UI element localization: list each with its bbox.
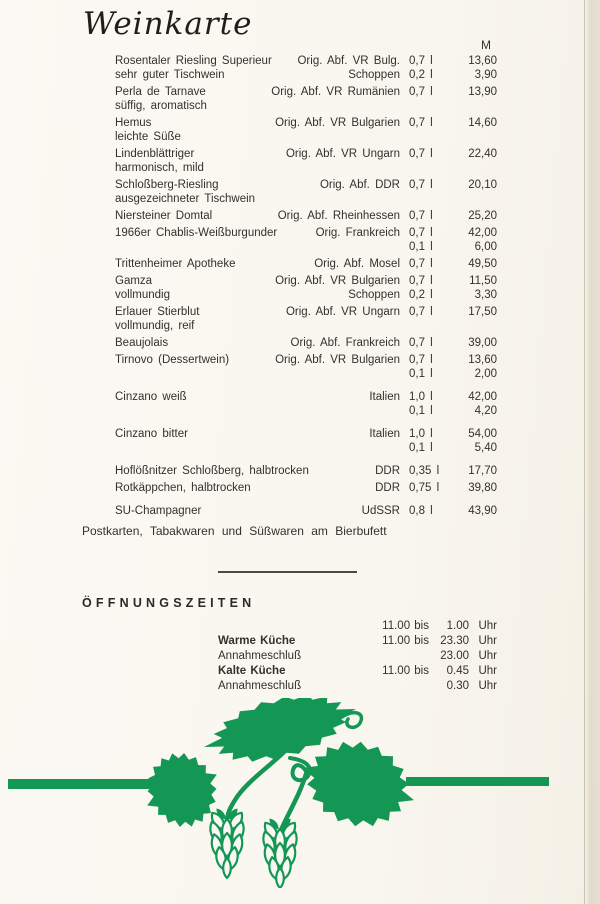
wine-volume: 0,7 l <box>409 354 433 366</box>
wine-name: Schloßberg-Riesling <box>115 179 219 191</box>
wine-row <box>115 240 497 254</box>
wine-row <box>115 288 497 302</box>
wine-origin: Orig. Abf. VR Ungarn <box>285 148 400 160</box>
wine-volume: 0,7 l <box>409 86 433 98</box>
wine-row <box>115 99 497 113</box>
hours-end-time: 23.00 <box>440 650 469 662</box>
wine-volume: 0,1 l <box>409 241 433 253</box>
wine-entry <box>115 305 497 333</box>
hop-branch-illustration <box>140 698 430 888</box>
wine-origin: Orig. Abf. VR Bulgarien <box>275 275 400 287</box>
wine-row <box>115 305 497 319</box>
opening-hours-table <box>218 619 497 694</box>
hours-start-time: 11.00 bis <box>382 665 429 677</box>
wine-row-main <box>115 336 400 350</box>
wine-volume: 1,0 l <box>409 428 433 440</box>
wine-row-main <box>115 481 400 495</box>
hours-label: Annahmeschluß <box>218 680 302 692</box>
hours-end-time: 1.00 <box>446 620 469 632</box>
wine-row-main <box>115 147 400 161</box>
wine-name: Gamza <box>115 275 153 287</box>
wine-row-main <box>115 85 400 99</box>
wine-entry <box>115 178 497 206</box>
wine-price: 6,00 <box>474 241 497 253</box>
wine-row-main <box>115 390 400 404</box>
hours-row <box>218 634 497 649</box>
wine-origin: Schoppen <box>348 289 400 301</box>
wine-name: Cinzano weiß <box>115 391 187 403</box>
wine-row-main <box>115 68 400 82</box>
wine-price: 3,90 <box>474 69 497 81</box>
wine-row <box>115 147 497 161</box>
wine-entry <box>115 54 497 82</box>
wine-entry <box>115 427 497 455</box>
wine-price: 39,80 <box>468 482 497 494</box>
wine-price: 49,50 <box>468 258 497 270</box>
wine-volume: 0,1 l <box>409 368 433 380</box>
wine-row <box>115 441 497 455</box>
wine-row-main <box>115 99 400 113</box>
hours-start-time <box>367 649 429 664</box>
wine-price: 22,40 <box>468 148 497 160</box>
wine-origin: Orig. Abf. VR Bulgarien <box>275 117 400 129</box>
wine-price: 20,10 <box>468 179 497 191</box>
wine-row-main <box>115 274 400 288</box>
wine-entry <box>115 85 497 113</box>
wine-origin: Orig. Abf. VR Bulgarien <box>275 354 400 366</box>
hours-row <box>218 679 497 694</box>
wine-name: süffig, aromatisch <box>115 100 207 112</box>
wine-origin: Italien <box>369 391 400 403</box>
wine-row <box>115 54 497 68</box>
wine-name: ausgezeichneter Tischwein <box>115 193 256 205</box>
wine-name: Trittenheimer Apotheke <box>115 258 236 270</box>
wine-row <box>115 226 497 240</box>
wine-name: Niersteiner Domtal <box>115 210 213 222</box>
wine-origin: Orig. Abf. VR Ungarn <box>285 306 400 318</box>
wine-price: 42,00 <box>468 391 497 403</box>
wine-volume: 0,7 l <box>409 55 433 67</box>
hours-end-time: 0.30 <box>446 680 469 692</box>
wine-row-main <box>115 353 400 367</box>
hours-unit: Uhr <box>478 620 497 632</box>
wine-entry <box>115 464 497 478</box>
wine-row-main <box>115 116 400 130</box>
wine-price: 4,20 <box>474 405 497 417</box>
wine-name: Hemus <box>115 117 152 129</box>
wine-name: Cinzano bitter <box>115 428 188 440</box>
hours-start-time <box>367 679 429 694</box>
wine-row <box>115 404 497 418</box>
wine-volume: 0,7 l <box>409 227 433 239</box>
wine-volume: 0,7 l <box>409 275 433 287</box>
wine-entry <box>115 257 497 271</box>
wine-list <box>115 38 497 521</box>
hours-end-time: 23.30 <box>440 635 469 647</box>
wine-volume: 0,35 l <box>409 465 440 477</box>
hours-start-time: 11.00 bis <box>382 620 429 632</box>
wine-row-main <box>115 209 400 223</box>
wine-row <box>115 68 497 82</box>
wine-name: sehr guter Tischwein <box>115 69 225 81</box>
wine-row <box>115 192 497 206</box>
wine-row <box>115 116 497 130</box>
wine-origin: UdSSR <box>361 505 400 517</box>
hours-label: Warme Küche <box>218 635 296 647</box>
wine-volume: 0,2 l <box>409 289 433 301</box>
wine-row <box>115 481 497 495</box>
wine-row-main <box>115 226 400 240</box>
wine-row <box>115 353 497 367</box>
wine-origin: Orig. Abf. Rheinhessen <box>277 210 400 222</box>
wine-price: 14,60 <box>468 117 497 129</box>
hours-end-time: 0.45 <box>446 665 469 677</box>
wine-price: 3,30 <box>474 289 497 301</box>
wine-row <box>115 209 497 223</box>
wine-row-main <box>115 319 400 333</box>
wine-volume: 0,7 l <box>409 258 433 270</box>
wine-row <box>115 257 497 271</box>
wine-row-main <box>115 305 400 319</box>
wine-origin: DDR <box>375 465 400 477</box>
wine-price: 17,70 <box>468 465 497 477</box>
wine-volume: 0,2 l <box>409 69 433 81</box>
wine-name: harmonisch, mild <box>115 162 204 174</box>
currency-header: M <box>481 38 491 52</box>
wine-volume: 0,7 l <box>409 306 433 318</box>
wine-row-main <box>115 178 400 192</box>
wine-entry <box>115 390 497 418</box>
hours-label: Annahmeschluß <box>218 650 302 662</box>
hours-start-time: 11.00 bis <box>382 635 429 647</box>
wine-entry <box>115 274 497 302</box>
wine-origin: Orig. Abf. DDR <box>319 179 400 191</box>
wine-price: 11,50 <box>469 275 497 287</box>
wine-entry <box>115 116 497 144</box>
wine-volume: 0,75 l <box>409 482 440 494</box>
wine-name: Perla de Tarnave <box>115 86 206 98</box>
wine-volume: 0,7 l <box>409 337 433 349</box>
hours-unit: Uhr <box>478 635 497 647</box>
wine-row-main <box>115 130 400 144</box>
wine-price: 17,50 <box>468 306 497 318</box>
wine-price: 13,60 <box>468 354 497 366</box>
wine-row <box>115 464 497 478</box>
wine-name: Lindenblättriger <box>115 148 195 160</box>
hours-unit: Uhr <box>478 665 497 677</box>
hours-label <box>218 619 367 634</box>
wine-origin: Orig. Abf. Mosel <box>314 258 400 270</box>
wine-name: Erlauer Stierblut <box>115 306 200 318</box>
wine-row <box>115 161 497 175</box>
wine-name: leichte Süße <box>115 131 181 143</box>
wine-entry <box>115 504 497 518</box>
wine-row <box>115 319 497 333</box>
wine-row <box>115 274 497 288</box>
divider-rule <box>218 571 357 573</box>
wine-name: SU-Champagner <box>115 505 202 517</box>
wine-row <box>115 178 497 192</box>
wine-origin: Orig. Frankreich <box>315 227 400 239</box>
wine-name: Rotkäppchen, halbtrocken <box>115 482 251 494</box>
wine-row-main <box>115 257 400 271</box>
hours-row <box>218 619 497 634</box>
wine-volume: 1,0 l <box>409 391 433 403</box>
wine-row <box>115 336 497 350</box>
opening-hours-heading: ÖFFNUNGSZEITEN <box>82 596 256 610</box>
wine-volume: 0,7 l <box>409 179 433 191</box>
wine-origin: Orig. Abf. VR Bulg. <box>297 55 400 67</box>
wine-origin: DDR <box>375 482 400 494</box>
wine-name: 1966er Chablis-Weißburgunder <box>115 227 278 239</box>
wine-origin: Italien <box>369 428 400 440</box>
wine-entry <box>115 226 497 254</box>
wine-row-main <box>115 464 400 478</box>
wine-entry <box>115 209 497 223</box>
wine-price: 39,00 <box>468 337 497 349</box>
footnote-line: Postkarten, Tabakwaren und Süßwaren am Bierbufett <box>82 524 387 538</box>
wine-name: Tirnovo (Dessertwein) <box>115 354 230 366</box>
wine-row-main <box>115 54 400 68</box>
wine-volume: 0,7 l <box>409 210 433 222</box>
wine-volume: 0,1 l <box>409 442 433 454</box>
wine-name: Hoflößnitzer Schloßberg, halbtrocken <box>115 465 309 477</box>
wine-row-main <box>115 288 400 302</box>
wine-origin: Schoppen <box>348 69 400 81</box>
wine-name: Beaujolais <box>115 337 169 349</box>
page-edge-shadow <box>584 0 600 904</box>
wine-volume: 0,1 l <box>409 405 433 417</box>
wine-entry <box>115 336 497 350</box>
wine-price: 43,90 <box>468 505 497 517</box>
wine-row <box>115 504 497 518</box>
wine-volume: 0,7 l <box>409 117 433 129</box>
wine-price: 25,20 <box>468 210 497 222</box>
hours-label: Kalte Küche <box>218 665 286 677</box>
wine-entry <box>115 481 497 495</box>
hours-row <box>218 649 497 664</box>
wine-row <box>115 367 497 381</box>
wine-name: Rosentaler Riesling Superieur <box>115 55 272 67</box>
wine-price: 5,40 <box>474 442 497 454</box>
hours-row <box>218 664 497 679</box>
wine-volume: 0,8 l <box>409 505 433 517</box>
wine-price: 54,00 <box>468 428 497 440</box>
wine-price: 13,60 <box>468 55 497 67</box>
wine-row <box>115 427 497 441</box>
wine-row-main <box>115 504 400 518</box>
wine-price: 13,90 <box>468 86 497 98</box>
wine-row <box>115 85 497 99</box>
wine-volume: 0,7 l <box>409 148 433 160</box>
hours-unit: Uhr <box>478 680 497 692</box>
wine-row-main <box>115 161 400 175</box>
wine-origin: Orig. Abf. VR Rumänien <box>271 86 400 98</box>
hours-unit: Uhr <box>478 650 497 662</box>
wine-row <box>115 130 497 144</box>
menu-title: Weinkarte <box>83 6 253 42</box>
wine-price: 2,00 <box>474 368 497 380</box>
wine-name: vollmundig, reif <box>115 320 195 332</box>
wine-row-main <box>115 192 400 206</box>
wine-entry <box>115 147 497 175</box>
wine-row <box>115 390 497 404</box>
wine-origin: Orig. Abf. Frankreich <box>290 337 400 349</box>
wine-price: 42,00 <box>468 227 497 239</box>
wine-name: vollmundig <box>115 289 170 301</box>
wine-row-main <box>115 427 400 441</box>
wine-entry <box>115 353 497 381</box>
